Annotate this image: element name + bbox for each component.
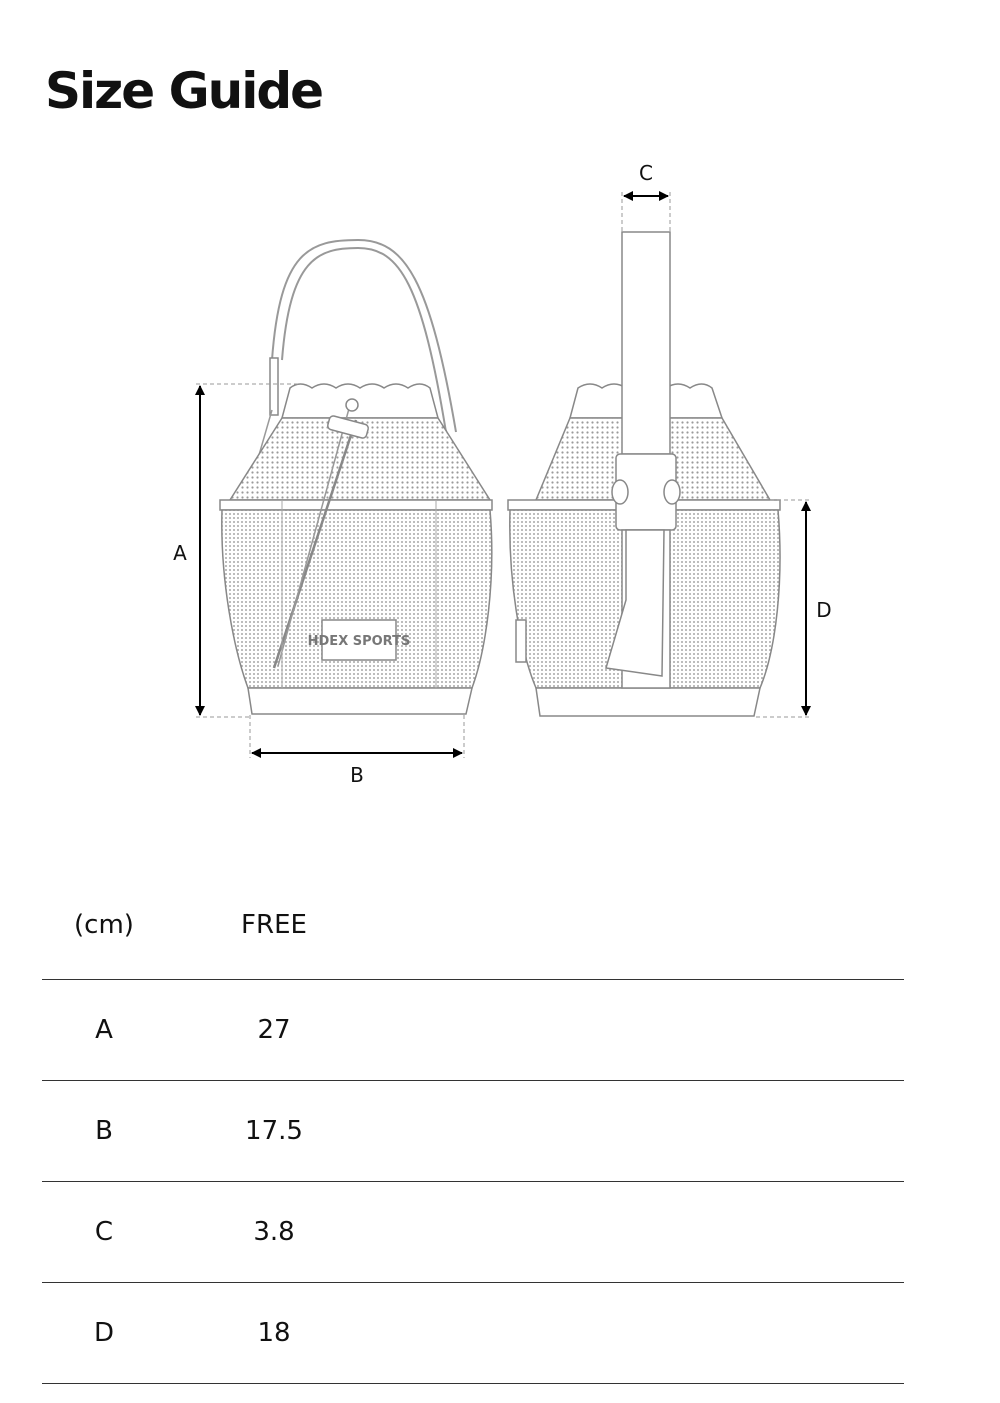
table-row	[42, 980, 904, 1081]
row-value: 3.8	[253, 1217, 295, 1247]
row-label: A	[95, 1015, 113, 1045]
row-label: D	[93, 1318, 115, 1348]
size-table	[42, 880, 904, 1384]
table-header-row	[42, 880, 904, 980]
row-label: C	[94, 1217, 114, 1247]
dimension-c-label: C	[639, 161, 653, 185]
header-unit: (cm)	[74, 910, 134, 940]
page-title: Size Guide	[45, 62, 323, 120]
bag-side-view	[508, 232, 780, 716]
header-size: FREE	[241, 910, 307, 940]
table-row	[42, 1182, 904, 1283]
dimension-b	[250, 715, 464, 787]
row-value: 17.5	[245, 1116, 303, 1146]
bag-size-diagram	[0, 150, 1000, 810]
row-value: 27	[257, 1015, 291, 1045]
dimension-a-label: A	[173, 541, 187, 565]
row-value: 18	[257, 1318, 291, 1348]
dimension-c	[622, 161, 670, 232]
row-label: B	[95, 1116, 113, 1146]
dimension-d-label: D	[816, 598, 832, 622]
bag-front-view	[220, 240, 492, 714]
table-row	[42, 1081, 904, 1182]
table-row	[42, 1283, 904, 1384]
dimension-b-label: B	[350, 763, 364, 787]
brand-patch-text: HDEX SPORTS	[307, 634, 411, 649]
